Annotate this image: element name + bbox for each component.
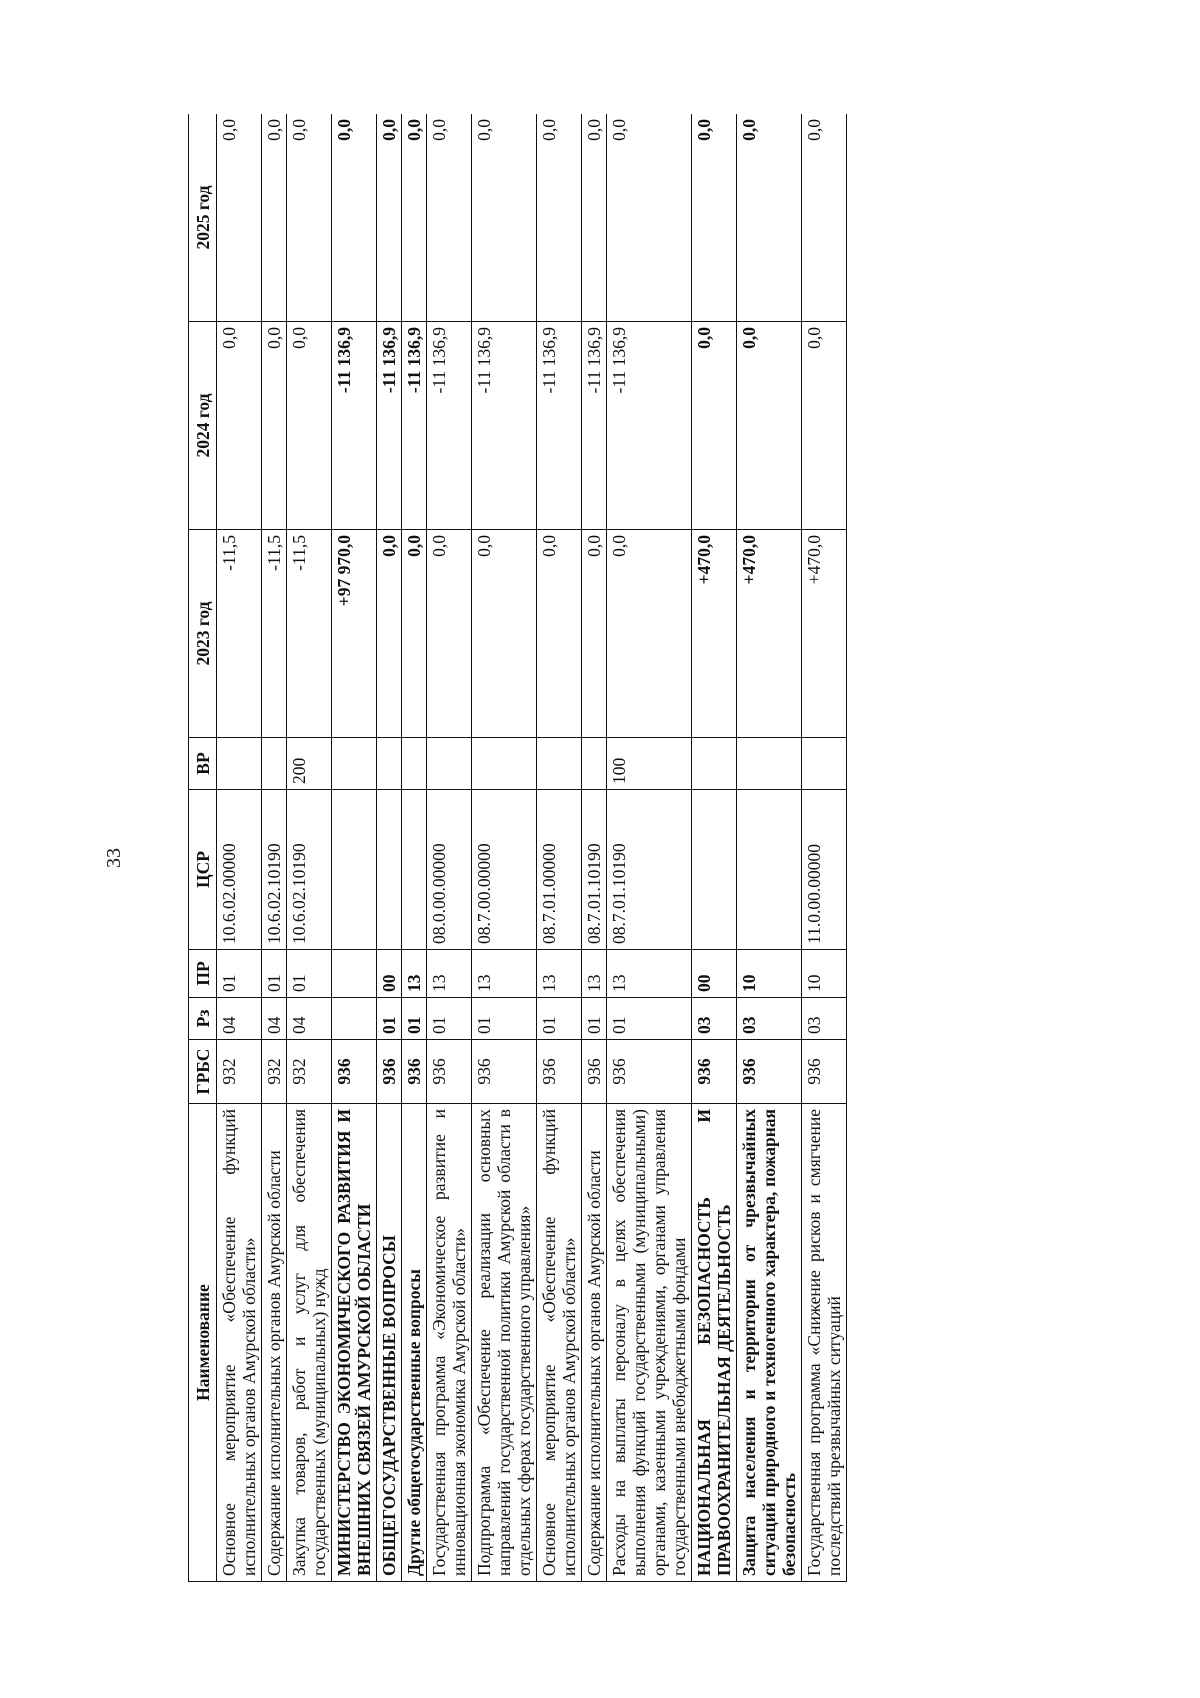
- row-2023-cell: 0,0: [537, 530, 582, 738]
- row-grbs-cell: 936: [802, 1040, 847, 1104]
- row-vr-cell: [217, 738, 262, 790]
- row-2024-cell: -11 136,9: [582, 322, 607, 530]
- table-row: [332, 114, 377, 1582]
- header-pr: ПР: [189, 950, 217, 998]
- row-rz-cell: 01: [427, 998, 472, 1040]
- row-pr-cell: 10: [802, 950, 847, 998]
- table-row: [582, 114, 607, 1582]
- row-rz-cell: 04: [262, 998, 287, 1040]
- row-pr-cell: 01: [262, 950, 287, 998]
- row-2025-cell: 0,0: [332, 114, 377, 322]
- row-2025-cell: 0,0: [737, 114, 802, 322]
- row-pr-cell: 13: [607, 950, 692, 998]
- rotated-table-container: [188, 114, 1068, 1582]
- table-row: [287, 114, 332, 1582]
- row-2024-cell: -11 136,9: [427, 322, 472, 530]
- row-2024-cell: 0,0: [262, 322, 287, 530]
- row-2025-cell: 0,0: [582, 114, 607, 322]
- header-2023: 2023 год: [189, 530, 217, 738]
- row-2023-cell: 0,0: [472, 530, 537, 738]
- table-row: [737, 114, 802, 1582]
- page-number: 33: [103, 848, 125, 868]
- row-2023-cell: +470,0: [692, 530, 737, 738]
- row-2023-cell: -11,5: [262, 530, 287, 738]
- row-pr-cell: [332, 950, 377, 998]
- row-2023-cell: -11,5: [287, 530, 332, 738]
- row-pr-cell: 13: [537, 950, 582, 998]
- row-rz-cell: 01: [377, 998, 402, 1040]
- row-vr-cell: [427, 738, 472, 790]
- row-name-cell: Государственная программа «Снижение рисков и смягчение последствий чрезвычайных ситуаций: [802, 1104, 847, 1582]
- row-2023-cell: -11,5: [217, 530, 262, 738]
- row-grbs-cell: 936: [472, 1040, 537, 1104]
- row-rz-cell: 03: [737, 998, 802, 1040]
- row-grbs-cell: 936: [582, 1040, 607, 1104]
- row-rz-cell: 04: [287, 998, 332, 1040]
- header-grbs: ГРБС: [189, 1040, 217, 1104]
- row-2025-cell: 0,0: [287, 114, 332, 322]
- row-pr-cell: 01: [217, 950, 262, 998]
- row-2024-cell: -11 136,9: [402, 322, 427, 530]
- row-name-cell: Другие общегосударственные вопросы: [402, 1104, 427, 1582]
- row-pr-cell: 01: [287, 950, 332, 998]
- row-vr-cell: [582, 738, 607, 790]
- row-2024-cell: -11 136,9: [472, 322, 537, 530]
- row-csr-cell: 10.6.02.10190: [262, 790, 287, 950]
- row-rz-cell: 01: [472, 998, 537, 1040]
- row-2025-cell: 0,0: [472, 114, 537, 322]
- row-grbs-cell: 936: [737, 1040, 802, 1104]
- row-vr-cell: [537, 738, 582, 790]
- row-2024-cell: -11 136,9: [537, 322, 582, 530]
- row-2024-cell: 0,0: [287, 322, 332, 530]
- table-row: [377, 114, 402, 1582]
- row-vr-cell: [692, 738, 737, 790]
- row-csr-cell: [692, 790, 737, 950]
- row-rz-cell: 04: [217, 998, 262, 1040]
- row-rz-cell: 01: [402, 998, 427, 1040]
- row-grbs-cell: 932: [217, 1040, 262, 1104]
- row-name-cell: Подпрограмма «Обеспечение реализации основных направлений государственной политики Амурской области в отдельных сферах государственного управления»: [472, 1104, 537, 1582]
- header-2025: 2025 год: [189, 114, 217, 322]
- row-grbs-cell: 932: [287, 1040, 332, 1104]
- row-rz-cell: 03: [692, 998, 737, 1040]
- table-row: [802, 114, 847, 1582]
- row-grbs-cell: 936: [427, 1040, 472, 1104]
- row-vr-cell: 200: [287, 738, 332, 790]
- row-2024-cell: -11 136,9: [332, 322, 377, 530]
- table-row: [217, 114, 262, 1582]
- row-2025-cell: 0,0: [427, 114, 472, 322]
- header-csr: ЦСР: [189, 790, 217, 950]
- row-2023-cell: 0,0: [427, 530, 472, 738]
- row-vr-cell: 100: [607, 738, 692, 790]
- row-2023-cell: 0,0: [377, 530, 402, 738]
- row-pr-cell: 13: [427, 950, 472, 998]
- row-pr-cell: 13: [582, 950, 607, 998]
- row-vr-cell: [802, 738, 847, 790]
- row-2025-cell: 0,0: [377, 114, 402, 322]
- row-2023-cell: +470,0: [802, 530, 847, 738]
- row-csr-cell: 08.7.01.10190: [607, 790, 692, 950]
- row-name-cell: НАЦИОНАЛЬНАЯ БЕЗОПАСНОСТЬ И ПРАВООХРАНИТЕЛЬНАЯ ДЕЯТЕЛЬНОСТЬ: [692, 1104, 737, 1582]
- row-2023-cell: 0,0: [582, 530, 607, 738]
- row-vr-cell: [377, 738, 402, 790]
- row-vr-cell: [262, 738, 287, 790]
- row-pr-cell: 13: [402, 950, 427, 998]
- row-2025-cell: 0,0: [217, 114, 262, 322]
- row-csr-cell: 08.7.01.00000: [537, 790, 582, 950]
- header-2024: 2024 год: [189, 322, 217, 530]
- row-grbs-cell: 932: [262, 1040, 287, 1104]
- row-name-cell: Расходы на выплаты персоналу в целях обеспечения выполнения функций государственными (муниципальными) органами, казенными учреждениями, органами управления государственными внебюджетными фондами: [607, 1104, 692, 1582]
- table-row: [262, 114, 287, 1582]
- row-2025-cell: 0,0: [262, 114, 287, 322]
- row-csr-cell: 11.0.00.00000: [802, 790, 847, 950]
- row-2024-cell: -11 136,9: [377, 322, 402, 530]
- row-csr-cell: 08.0.00.00000: [427, 790, 472, 950]
- row-2023-cell: +97 970,0: [332, 530, 377, 738]
- row-2025-cell: 0,0: [537, 114, 582, 322]
- row-vr-cell: [472, 738, 537, 790]
- row-grbs-cell: 936: [607, 1040, 692, 1104]
- header-vr: ВР: [189, 738, 217, 790]
- row-csr-cell: 10.6.02.10190: [287, 790, 332, 950]
- table-viewport: [188, 114, 1068, 1582]
- row-rz-cell: 01: [582, 998, 607, 1040]
- row-csr-cell: [332, 790, 377, 950]
- row-csr-cell: 10.6.02.00000: [217, 790, 262, 950]
- table-row: [607, 114, 692, 1582]
- row-vr-cell: [332, 738, 377, 790]
- row-name-cell: Основное мероприятие «Обеспечение функций исполнительных органов Амурской области»: [537, 1104, 582, 1582]
- row-2025-cell: 0,0: [692, 114, 737, 322]
- row-vr-cell: [737, 738, 802, 790]
- row-pr-cell: 10: [737, 950, 802, 998]
- row-rz-cell: [332, 998, 377, 1040]
- table-body: [217, 114, 847, 1582]
- row-vr-cell: [402, 738, 427, 790]
- row-2023-cell: 0,0: [607, 530, 692, 738]
- row-csr-cell: [402, 790, 427, 950]
- table-row: [692, 114, 737, 1582]
- table-row: [402, 114, 427, 1582]
- row-2025-cell: 0,0: [802, 114, 847, 322]
- row-pr-cell: 13: [472, 950, 537, 998]
- row-pr-cell: 00: [692, 950, 737, 998]
- row-name-cell: Содержание исполнительных органов Амурской области: [582, 1104, 607, 1582]
- row-2023-cell: +470,0: [737, 530, 802, 738]
- table-row: [427, 114, 472, 1582]
- header-name: Наименование: [189, 1104, 217, 1582]
- table-row: [472, 114, 537, 1582]
- row-grbs-cell: 936: [377, 1040, 402, 1104]
- row-name-cell: Закупка товаров, работ и услуг для обеспечения государственных (муниципальных) нужд: [287, 1104, 332, 1582]
- row-grbs-cell: 936: [332, 1040, 377, 1104]
- header-rz: Рз: [189, 998, 217, 1040]
- row-rz-cell: 03: [802, 998, 847, 1040]
- row-grbs-cell: 936: [402, 1040, 427, 1104]
- row-name-cell: Государственная программа «Экономическое развитие и инновационная экономика Амурской области»: [427, 1104, 472, 1582]
- row-grbs-cell: 936: [692, 1040, 737, 1104]
- row-rz-cell: 01: [537, 998, 582, 1040]
- row-2025-cell: 0,0: [607, 114, 692, 322]
- row-rz-cell: 01: [607, 998, 692, 1040]
- row-csr-cell: 08.7.01.10190: [582, 790, 607, 950]
- row-2024-cell: -11 136,9: [607, 322, 692, 530]
- budget-table: [188, 114, 847, 1582]
- row-name-cell: Защита населения и территории от чрезвычайных ситуаций природного и техногенного характера, пожарная безопасность: [737, 1104, 802, 1582]
- row-2023-cell: 0,0: [402, 530, 427, 738]
- row-csr-cell: [377, 790, 402, 950]
- row-name-cell: Содержание исполнительных органов Амурской области: [262, 1104, 287, 1582]
- row-2024-cell: 0,0: [692, 322, 737, 530]
- row-grbs-cell: 936: [537, 1040, 582, 1104]
- table-header-row: [189, 114, 217, 1582]
- row-2024-cell: 0,0: [802, 322, 847, 530]
- row-name-cell: МИНИСТЕРСТВО ЭКОНОМИЧЕСКОГО РАЗВИТИЯ И ВНЕШНИХ СВЯЗЕЙ АМУРСКОЙ ОБЛАСТИ: [332, 1104, 377, 1582]
- row-csr-cell: 08.7.00.00000: [472, 790, 537, 950]
- row-2024-cell: 0,0: [737, 322, 802, 530]
- row-2024-cell: 0,0: [217, 322, 262, 530]
- row-name-cell: ОБЩЕГОСУДАРСТВЕННЫЕ ВОПРОСЫ: [377, 1104, 402, 1582]
- table-row: [537, 114, 582, 1582]
- row-2025-cell: 0,0: [402, 114, 427, 322]
- row-pr-cell: 00: [377, 950, 402, 998]
- row-csr-cell: [737, 790, 802, 950]
- row-name-cell: Основное мероприятие «Обеспечение функций исполнительных органов Амурской области»: [217, 1104, 262, 1582]
